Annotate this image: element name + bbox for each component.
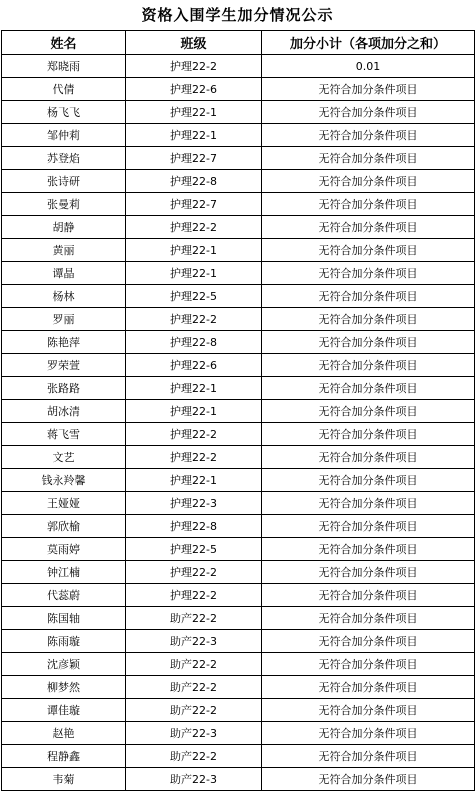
table-row (2, 400, 475, 423)
cell-class: 护理22-1 (126, 239, 262, 262)
cell-name: 韦菊 (2, 768, 126, 791)
cell-class: 护理22-1 (126, 377, 262, 400)
cell-class: 护理22-7 (126, 193, 262, 216)
table-row (2, 561, 475, 584)
cell-bonus-subtotal: 无符合加分条件项目 (262, 722, 475, 745)
table-row (2, 285, 475, 308)
cell-class: 护理22-2 (126, 55, 262, 78)
header-class: 班级 (126, 31, 262, 55)
cell-name: 张诗研 (2, 170, 126, 193)
cell-class: 护理22-2 (126, 308, 262, 331)
bonus-points-table (1, 30, 475, 791)
table-row (2, 239, 475, 262)
cell-name: 沈彦颖 (2, 653, 126, 676)
header-name: 姓名 (2, 31, 126, 55)
cell-class: 护理22-6 (126, 78, 262, 101)
table-row (2, 745, 475, 768)
cell-name: 苏登焰 (2, 147, 126, 170)
cell-bonus-subtotal: 无符合加分条件项目 (262, 607, 475, 630)
cell-bonus-subtotal: 无符合加分条件项目 (262, 124, 475, 147)
cell-name: 罗荣萱 (2, 354, 126, 377)
cell-class: 助产22-2 (126, 745, 262, 768)
header-bonus-subtotal: 加分小计（各项加分之和） (262, 31, 475, 55)
table-row (2, 676, 475, 699)
cell-bonus-subtotal: 无符合加分条件项目 (262, 768, 475, 791)
cell-bonus-subtotal: 无符合加分条件项目 (262, 584, 475, 607)
cell-name: 蒋飞雪 (2, 423, 126, 446)
table-row (2, 377, 475, 400)
cell-bonus-subtotal: 无符合加分条件项目 (262, 515, 475, 538)
table-row (2, 446, 475, 469)
cell-name: 钱永羚馨 (2, 469, 126, 492)
table-row (2, 101, 475, 124)
table-row (2, 147, 475, 170)
cell-name: 代倩 (2, 78, 126, 101)
table-row (2, 78, 475, 101)
cell-name: 钟江楠 (2, 561, 126, 584)
cell-class: 助产22-3 (126, 630, 262, 653)
cell-name: 邹仲莉 (2, 124, 126, 147)
page-title: 资格入围学生加分情况公示 (141, 6, 334, 24)
cell-class: 护理22-1 (126, 400, 262, 423)
table-row (2, 216, 475, 239)
cell-class: 助产22-3 (126, 768, 262, 791)
cell-name: 杨林 (2, 285, 126, 308)
table-row (2, 55, 475, 78)
cell-bonus-subtotal: 无符合加分条件项目 (262, 446, 475, 469)
table-row (2, 308, 475, 331)
cell-class: 护理22-8 (126, 170, 262, 193)
cell-name: 柳梦然 (2, 676, 126, 699)
cell-name: 罗丽 (2, 308, 126, 331)
table-row (2, 515, 475, 538)
cell-bonus-subtotal: 无符合加分条件项目 (262, 262, 475, 285)
cell-bonus-subtotal: 无符合加分条件项目 (262, 653, 475, 676)
cell-class: 护理22-5 (126, 285, 262, 308)
cell-bonus-subtotal: 无符合加分条件项目 (262, 745, 475, 768)
cell-class: 护理22-8 (126, 331, 262, 354)
cell-bonus-subtotal: 无符合加分条件项目 (262, 492, 475, 515)
cell-bonus-subtotal: 无符合加分条件项目 (262, 538, 475, 561)
table-row (2, 469, 475, 492)
cell-name: 郑晓雨 (2, 55, 126, 78)
cell-name: 黄丽 (2, 239, 126, 262)
cell-name: 代蕊蔚 (2, 584, 126, 607)
cell-name: 张路路 (2, 377, 126, 400)
cell-name: 王娅娅 (2, 492, 126, 515)
cell-class: 护理22-7 (126, 147, 262, 170)
cell-name: 程静鑫 (2, 745, 126, 768)
cell-class: 助产22-2 (126, 607, 262, 630)
table-row (2, 354, 475, 377)
cell-class: 护理22-2 (126, 561, 262, 584)
cell-class: 护理22-1 (126, 101, 262, 124)
cell-class: 护理22-1 (126, 262, 262, 285)
table-row (2, 653, 475, 676)
cell-bonus-subtotal: 0.01 (262, 55, 475, 78)
cell-bonus-subtotal: 无符合加分条件项目 (262, 354, 475, 377)
table-row (2, 538, 475, 561)
table-row (2, 630, 475, 653)
cell-bonus-subtotal: 无符合加分条件项目 (262, 377, 475, 400)
cell-bonus-subtotal: 无符合加分条件项目 (262, 285, 475, 308)
table-row (2, 170, 475, 193)
cell-class: 助产22-2 (126, 699, 262, 722)
cell-bonus-subtotal: 无符合加分条件项目 (262, 216, 475, 239)
cell-bonus-subtotal: 无符合加分条件项目 (262, 676, 475, 699)
cell-bonus-subtotal: 无符合加分条件项目 (262, 699, 475, 722)
cell-class: 护理22-8 (126, 515, 262, 538)
cell-name: 陈艳萍 (2, 331, 126, 354)
cell-name: 陈国轴 (2, 607, 126, 630)
cell-name: 胡冰清 (2, 400, 126, 423)
cell-name: 杨飞飞 (2, 101, 126, 124)
cell-name: 郭欣榆 (2, 515, 126, 538)
cell-class: 护理22-2 (126, 584, 262, 607)
cell-bonus-subtotal: 无符合加分条件项目 (262, 101, 475, 124)
table-row (2, 124, 475, 147)
table-row (2, 584, 475, 607)
cell-name: 赵艳 (2, 722, 126, 745)
cell-name: 张曼莉 (2, 193, 126, 216)
table-row (2, 699, 475, 722)
cell-class: 护理22-1 (126, 469, 262, 492)
cell-class: 助产22-2 (126, 676, 262, 699)
cell-class: 护理22-6 (126, 354, 262, 377)
cell-bonus-subtotal: 无符合加分条件项目 (262, 469, 475, 492)
cell-bonus-subtotal: 无符合加分条件项目 (262, 331, 475, 354)
cell-class: 护理22-5 (126, 538, 262, 561)
table-row (2, 262, 475, 285)
table-body (2, 55, 475, 791)
cell-bonus-subtotal: 无符合加分条件项目 (262, 561, 475, 584)
cell-bonus-subtotal: 无符合加分条件项目 (262, 308, 475, 331)
cell-class: 护理22-1 (126, 124, 262, 147)
cell-name: 陈雨璇 (2, 630, 126, 653)
table-header-row (2, 31, 475, 55)
table-row (2, 607, 475, 630)
cell-class: 护理22-3 (126, 492, 262, 515)
cell-name: 莫雨婷 (2, 538, 126, 561)
cell-class: 助产22-3 (126, 722, 262, 745)
table-row (2, 722, 475, 745)
cell-bonus-subtotal: 无符合加分条件项目 (262, 193, 475, 216)
cell-class: 助产22-2 (126, 653, 262, 676)
cell-name: 文艺 (2, 446, 126, 469)
cell-name: 谭佳璇 (2, 699, 126, 722)
table-row (2, 492, 475, 515)
table-row (2, 423, 475, 446)
table-row (2, 768, 475, 791)
cell-bonus-subtotal: 无符合加分条件项目 (262, 147, 475, 170)
cell-bonus-subtotal: 无符合加分条件项目 (262, 423, 475, 446)
cell-bonus-subtotal: 无符合加分条件项目 (262, 400, 475, 423)
cell-name: 谭晶 (2, 262, 126, 285)
cell-class: 护理22-2 (126, 423, 262, 446)
table-row (2, 193, 475, 216)
cell-bonus-subtotal: 无符合加分条件项目 (262, 239, 475, 262)
cell-bonus-subtotal: 无符合加分条件项目 (262, 630, 475, 653)
cell-name: 胡静 (2, 216, 126, 239)
cell-class: 护理22-2 (126, 216, 262, 239)
cell-class: 护理22-2 (126, 446, 262, 469)
cell-bonus-subtotal: 无符合加分条件项目 (262, 78, 475, 101)
table-row (2, 331, 475, 354)
cell-bonus-subtotal: 无符合加分条件项目 (262, 170, 475, 193)
